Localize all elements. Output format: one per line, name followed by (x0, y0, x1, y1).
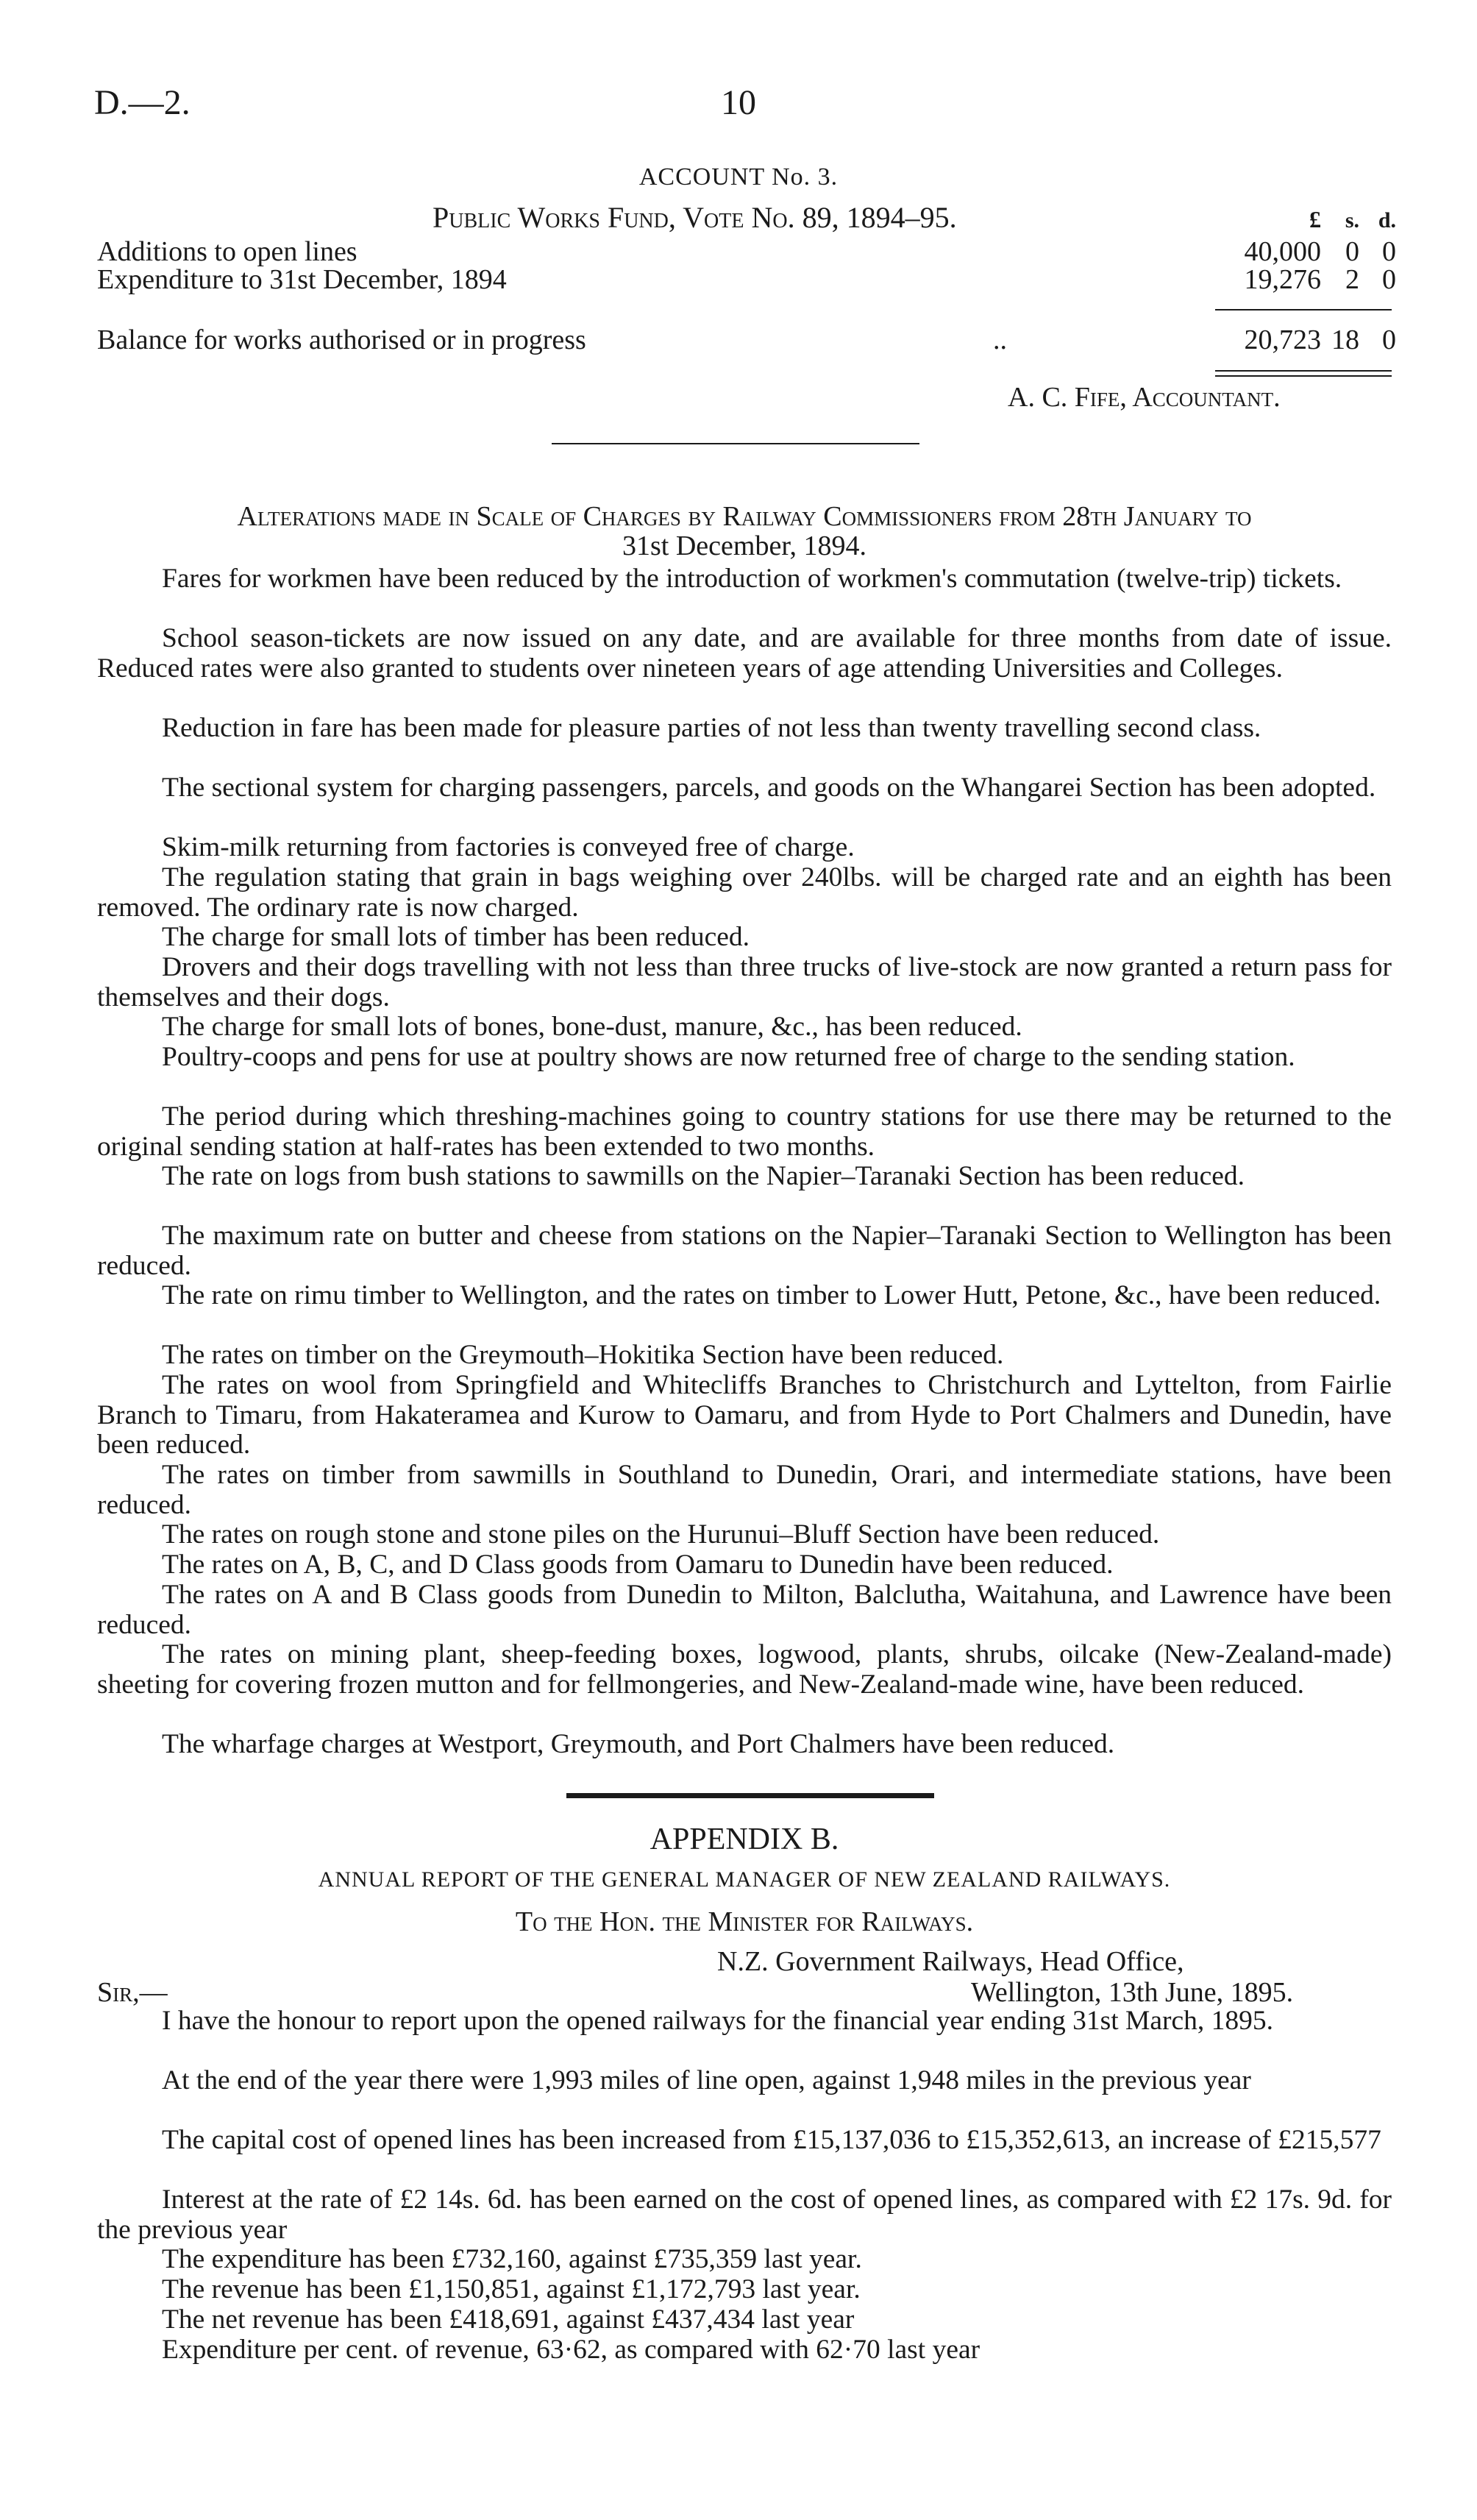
alteration-paragraph: The rate on rimu timber to Wellington, and the rates on timber to Lower Hutt, Petone, &c., have been reduced. (162, 1280, 1381, 1310)
account-row-pence: 0 (1382, 264, 1396, 295)
fund-title: Public Works Fund, Vote No. 89, 1894–95. (433, 201, 957, 234)
alteration-paragraph: The sectional system for charging passengers, parcels, and goods on the Whangarei Section has been adopted. (162, 773, 1376, 803)
alteration-paragraph: The charge for small lots of timber has been reduced. (162, 922, 750, 952)
section-divider (552, 443, 919, 444)
report-paragraph: At the end of the year there were 1,993 miles of line open, against 1,948 miles in the previous year (162, 2065, 1251, 2095)
alteration-paragraph: The wharfage charges at Westport, Greymouth, and Port Chalmers have been reduced. (162, 1729, 1115, 1759)
alteration-paragraph: The rates on rough stone and stone piles on the Hurunui–Bluff Section have been reduced. (162, 1519, 1160, 1550)
account-row-pence: 0 (1382, 236, 1396, 267)
alteration-paragraph: Drovers and their dogs travelling with not less than three trucks of live-stock are now granted a return pass for themselves and their dogs. (97, 952, 1392, 1012)
alterations-heading-line1: Alterations made in Scale of Charges by Railway Commissioners from 28th January to (237, 501, 1252, 532)
report-paragraph: The capital cost of opened lines has been increased from £15,137,036 to £15,352,613, an increase of £215,577 (162, 2125, 1381, 2155)
alteration-paragraph: The rates on A and B Class goods from Dunedin to Milton, Balclutha, Waitahuna, and Lawrence have been reduced. (97, 1580, 1392, 1640)
heavy-divider (566, 1793, 934, 1798)
account-row-label: Expenditure to 31st December, 1894 (97, 264, 507, 295)
balance-pounds: 20,723 (1244, 324, 1321, 355)
alteration-paragraph: The regulation stating that grain in bags weighing over 240lbs. will be charged rate and an eighth has been removed. The ordinary rate is now charged. (97, 862, 1392, 923)
report-paragraph: Expenditure per cent. of revenue, 63·62, as compared with 62·70 last year (162, 2335, 980, 2365)
appendix-title: APPENDIX B. (649, 1822, 839, 1856)
account-row-pounds: 19,276 (1244, 264, 1321, 295)
page-id: D.—2. (94, 83, 191, 122)
account-row-shillings: 0 (1345, 236, 1359, 267)
alterations-heading-line2: 31st December, 1894. (622, 530, 866, 561)
account-row-label: Additions to open lines (97, 236, 357, 267)
report-paragraph: The net revenue has been £418,691, against £437,434 last year (162, 2304, 855, 2335)
account-row-shillings: 2 (1345, 264, 1359, 295)
alteration-paragraph: The rates on timber on the Greymouth–Hokitika Section have been reduced. (162, 1340, 1004, 1370)
report-paragraph: I have the honour to report upon the opened railways for the financial year ending 31st March, 1895. (162, 2006, 1273, 2036)
alteration-paragraph: The rates on mining plant, sheep-feeding boxes, logwood, plants, shrubs, oilcake (New-Zealand-made) sheeting for covering frozen mutton and for fellmongeries, and New-Zealand-made wine, have been reduced. (97, 1639, 1392, 1700)
account-title: ACCOUNT No. 3. (638, 163, 839, 191)
report-paragraph: Interest at the rate of £2 14s. 6d. has been earned on the cost of opened lines, as compared with £2 17s. 9d. for the previous year (97, 2184, 1392, 2245)
currency-header-pounds: £ (1309, 206, 1321, 233)
account-row-pounds: 40,000 (1244, 236, 1321, 267)
alteration-paragraph: The rate on logs from bush stations to sawmills on the Napier–Taranaki Section has been reduced. (162, 1161, 1245, 1191)
alteration-paragraph: Skim-milk returning from factories is conveyed free of charge. (162, 832, 855, 862)
balance-shillings: 18 (1331, 324, 1359, 355)
addressee: To the Hon. the Minister for Railways. (515, 1906, 974, 1937)
accountant-signature: A. C. Fife, Accountant. (1008, 382, 1281, 413)
currency-header-shillings: s. (1345, 208, 1359, 233)
report-title: ANNUAL REPORT OF THE GENERAL MANAGER OF NEW ZEALAND RAILWAYS. (318, 1867, 1171, 1892)
double-rule-bottom (1215, 375, 1392, 377)
alteration-paragraph: The rates on A, B, C, and D Class goods from Oamaru to Dunedin have been reduced. (162, 1550, 1114, 1580)
alteration-paragraph: School season-tickets are now issued on any date, and are available for three months from date of issue. Reduced rates were also granted to students over nineteen years of age attending Universities and Colleges. (97, 623, 1392, 684)
alteration-paragraph: The period during which threshing-machines going to country stations for use there may be returned to the original sending station at half-rates has been extended to two months. (97, 1101, 1392, 1162)
address-line2: Wellington, 13th June, 1895. (971, 1977, 1294, 2008)
alteration-paragraph: Reduction in fare has been made for pleasure parties of not less than twenty travelling second class. (162, 713, 1261, 743)
balance-dots: .. (993, 324, 1007, 355)
report-paragraph: The revenue has been £1,150,851, against £1,172,793 last year. (162, 2274, 861, 2304)
alteration-paragraph: Poultry-coops and pens for use at poultry shows are now returned free of charge to the sending station. (162, 1042, 1295, 1072)
alteration-paragraph: The maximum rate on butter and cheese from stations on the Napier–Taranaki Section to Wellington has been reduced. (97, 1221, 1392, 1281)
double-rule-top (1215, 370, 1392, 372)
address-line1: N.Z. Government Railways, Head Office, (717, 1946, 1184, 1977)
report-paragraph: The expenditure has been £732,160, against £735,359 last year. (162, 2244, 862, 2274)
alteration-paragraph: The rates on timber from sawmills in Southland to Dunedin, Orari, and intermediate stations, have been reduced. (97, 1460, 1392, 1520)
currency-header-pence: d. (1378, 208, 1396, 233)
balance-label: Balance for works authorised or in progress (97, 324, 586, 355)
alteration-paragraph: Fares for workmen have been reduced by the introduction of workmen's commutation (twelve-trip) tickets. (162, 564, 1342, 594)
alteration-paragraph: The rates on wool from Springfield and Whitecliffs Branches to Christchurch and Lyttelton, from Fairlie Branch to Timaru, from Hakateramea and Kurow to Oamaru, and from Hyde to Port Chalmers and Dunedin, have been reduced. (97, 1370, 1392, 1460)
alteration-paragraph: The charge for small lots of bones, bone-dust, manure, &c., has been reduced. (162, 1012, 1022, 1042)
salutation: Sir,— (97, 1977, 168, 2008)
balance-pence: 0 (1382, 324, 1396, 355)
page-number: 10 (721, 83, 756, 122)
sum-rule (1215, 309, 1392, 310)
